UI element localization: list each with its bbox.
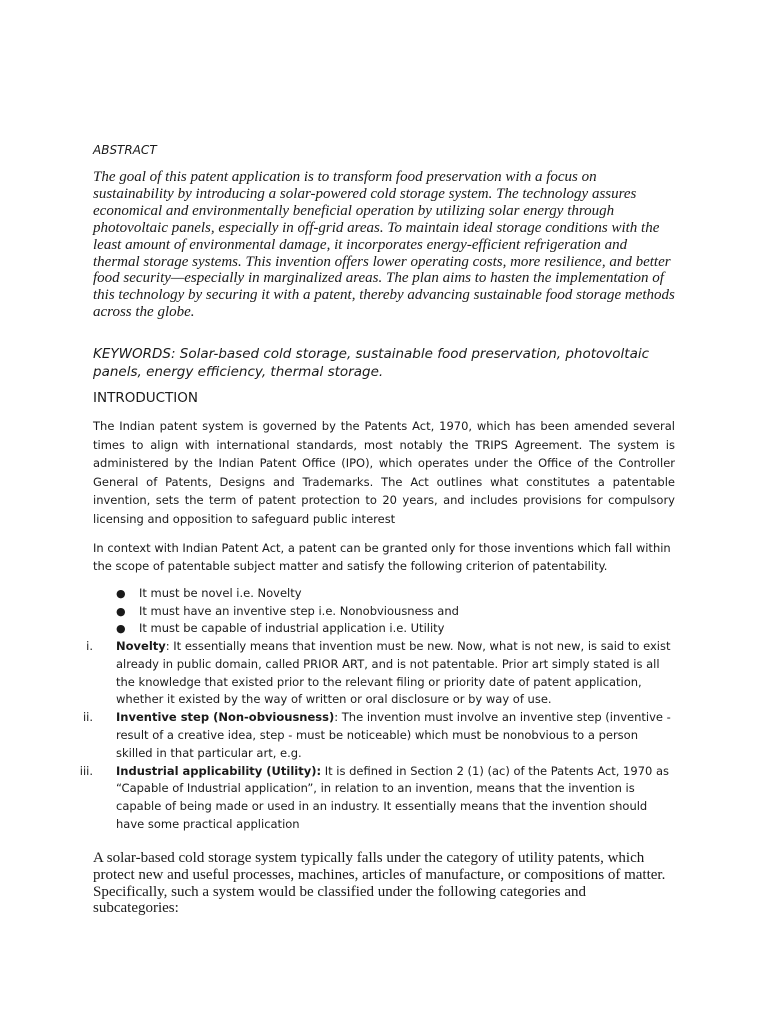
criteria-term: Inventive step (Non-obviousness) xyxy=(116,710,335,725)
criteria-item-industrial-applicability xyxy=(79,763,675,834)
criteria-term: Novelty xyxy=(116,639,166,653)
introduction-heading: INTRODUCTION xyxy=(93,390,198,406)
criteria-item-novelty xyxy=(86,638,675,709)
list-number: ii. xyxy=(82,710,93,725)
list-item: ● It must have an inventive step i.e. Nonobviousness and xyxy=(93,603,675,621)
list-item: ● It must be novel i.e. Novelty xyxy=(93,585,675,603)
criteria-text: : It essentially means that invention must be new. Now, what is not new, is said to exist already in public domain, called PRIOR ART, and is not patentable. Prior art simply stated is all the knowledge that existed prior to the relevant filing or priority date of patent application, whether it existed by the way of written or oral disclosure or by way of use. xyxy=(116,639,671,707)
criteria-text: : The invention must involve an inventive step (inventive - result of a creative idea, step - must be noticeable) which must be nonobvious to a person skilled in that particular art, e.g. xyxy=(116,710,671,760)
criteria-term: Industrial applicability (Utility): xyxy=(116,763,322,778)
keywords: KEYWORDS: Solar-based cold storage, sustainable food preservation, photovoltaic panels, energy efficiency, thermal storage. xyxy=(93,346,650,380)
bullet-icon: ● xyxy=(116,604,126,618)
abstract-body: The goal of this patent application is to transform food preservation with a focus on sustainability by introducing a solar-powered cold storage system. The technology assures economical and environmentally beneficial operation by utilizing solar energy through photovoltaic panels, especially in off-grid areas. To maintain ideal storage conditions with the least amount of environmental damage, it incorporates energy-efficient refrigeration and thermal storage systems. This invention offers lower operating costs, more resilience, and better food security—especially in marginalized areas. The plan aims to hasten the implementation of this technology by securing it with a patent, thereby advancing sustainable food storage methods across the globe. xyxy=(93,169,675,321)
criteria-item-inventive-step xyxy=(82,709,675,762)
list-number: iii. xyxy=(79,763,93,778)
criteria-text: It is defined in Section 2 (1) (ac) of the Patents Act, 1970 as “Capable of Industrial application”, in relation to an invention, means that the invention is capable of being made or used in an industry. It essentially means that the invention should have some practical application xyxy=(116,763,670,831)
introduction-paragraph: The Indian patent system is governed by the Patents Act, 1970, which has been amended several times to align with international standards, most notably the TRIPS Agreement. The system is administered by the Indian Patent Office (IPO), which operates under the Office of the Controller General of Patents, Designs and Trademarks. The Act outlines what constitutes a patentable invention, sets the term of patent protection to 20 years, and includes provisions for compulsory licensing and opposition to safeguard public interest xyxy=(93,419,675,526)
criteria-list xyxy=(79,638,675,834)
closing-paragraph: A solar-based cold storage system typically falls under the category of utility patents, which protect new and useful processes, machines, articles of manufacture, or compositions of matter. Specifically, such a system would be classified under the following categories and subcategories: xyxy=(93,850,666,917)
list-item: ● It must be capable of industrial application i.e. Utility xyxy=(93,620,675,638)
patentability-paragraph: In context with Indian Patent Act, a patent can be granted only for those inventions which fall within the scope of patentable subject matter and satisfy the following criterion of patentability. xyxy=(93,541,671,573)
bullet-icon: ● xyxy=(116,622,126,636)
bullet-icon: ● xyxy=(116,587,126,600)
list-number: i. xyxy=(86,639,93,653)
abstract-heading: ABSTRACT xyxy=(93,143,157,157)
patentability-bullet-list xyxy=(93,585,675,638)
